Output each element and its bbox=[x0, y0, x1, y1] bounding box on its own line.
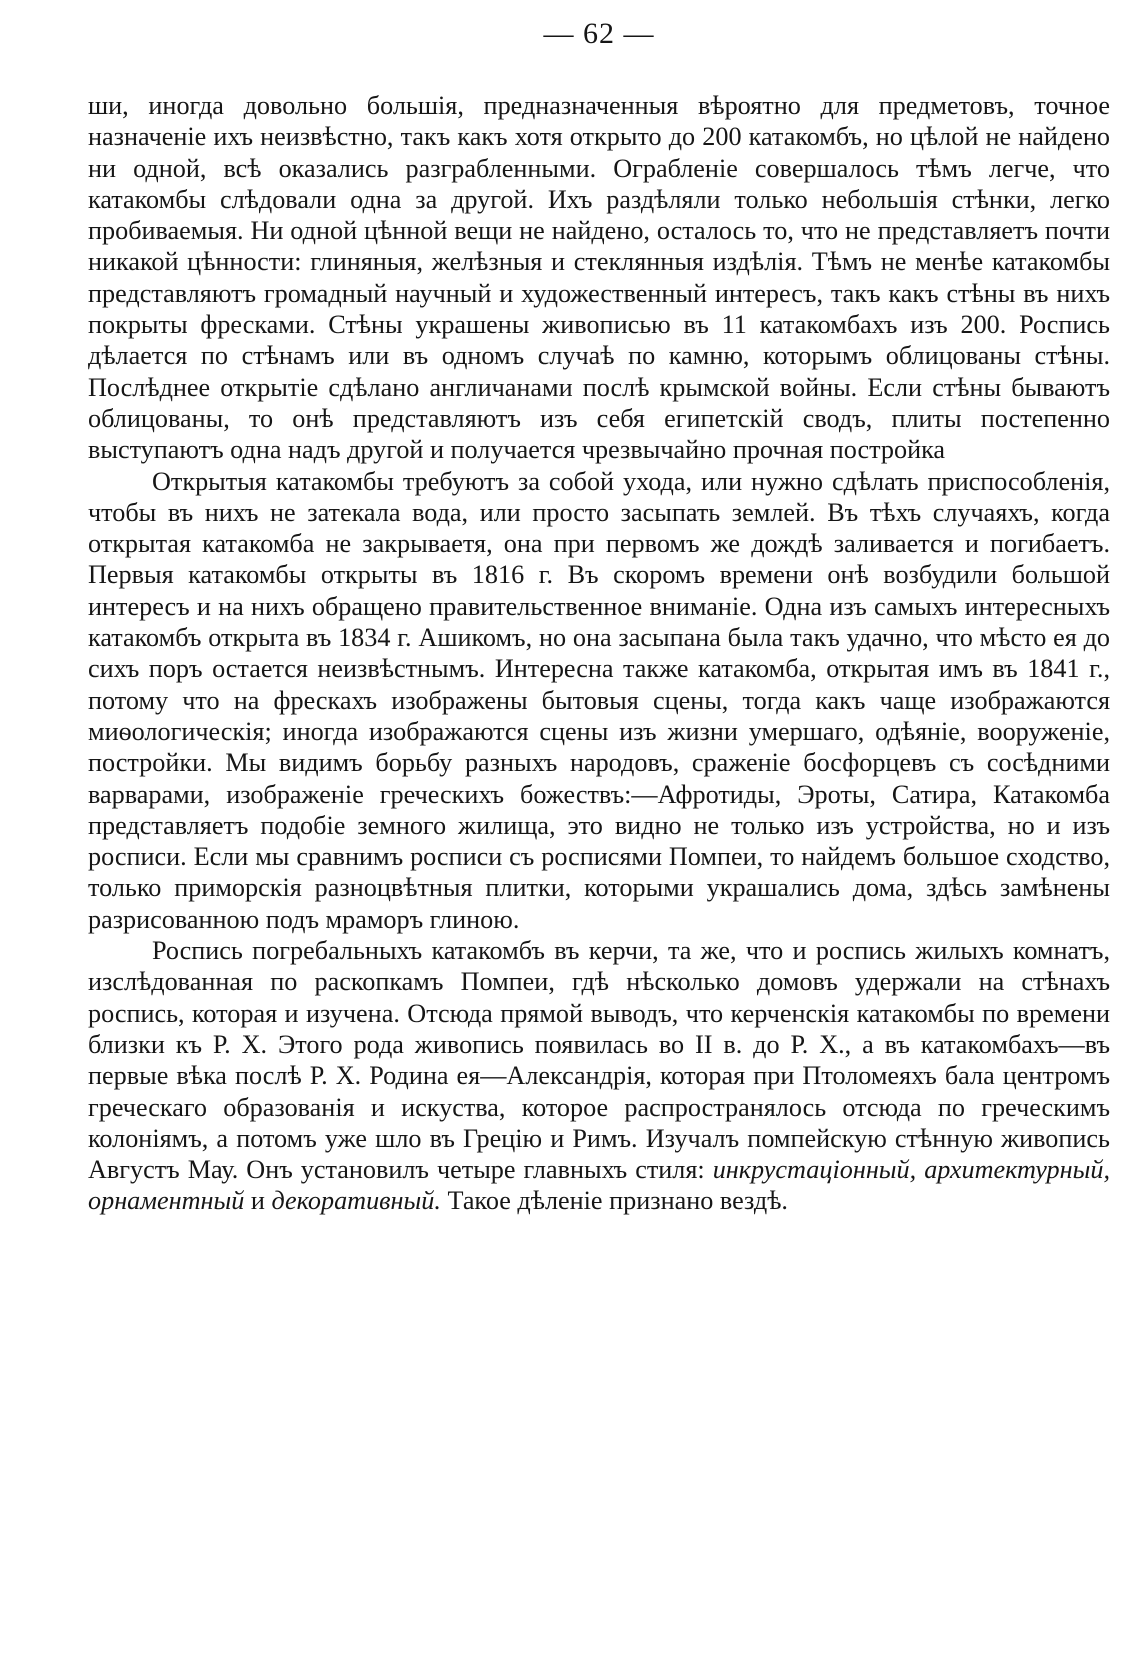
style-ornamental: орнаментный bbox=[88, 1186, 245, 1216]
paragraph-painting-styles bbox=[88, 935, 1110, 1217]
style-architectural: архитектурный, bbox=[924, 1155, 1111, 1185]
paragraph-catacomb-description: ши, иногда довольно большія, предназначенныя вѣроятно для предметовъ, точное назначеніе ихъ неизвѣстно, такъ какъ хотя открыто до 200 катакомбъ, но цѣлой не найдено ни одной, всѣ оказались разграбленными. Ограбленіе совершалось тѣмъ легче, что катакомбы слѣдовали одна за другой. Ихъ раздѣляли только небольшія стѣнки, легко пробиваемыя. Ни одной цѣнной вещи не найдено, осталось то, что не представляетъ почти никакой цѣнности: глиняныя, желѣзныя и стеклянныя издѣлія. Тѣмъ не менѣе катакомбы представляютъ громадный научный и художественный интересъ, такъ какъ стѣны въ нихъ покрыты фресками. Стѣны украшены живописью въ 11 катакомбахъ изъ 200. Роспись дѣлается по стѣнамъ или въ одномъ случаѣ по камню, которымъ облицованы стѣны. Послѣднее открытіе сдѣлано англичанами послѣ крымской войны. Если стѣны бываютъ облицованы, то онѣ представляютъ изъ себя египетскій сводъ, плиты постепенно выступаютъ одна надъ другой и получается чрезвычайно прочная постройка bbox=[88, 91, 1110, 465]
page-number: — 62 — bbox=[543, 17, 655, 50]
styles-conjunction: и bbox=[250, 1186, 265, 1216]
document-page bbox=[88, 14, 1110, 1217]
style-incrustation: инкрустаціонный, bbox=[712, 1155, 917, 1185]
styles-intro-text: Роспись погребальныхъ катакомбъ въ керчи, та же, что и роспись жилыхъ комнатъ, изслѣдованная по раскопкамъ Помпеи, гдѣ нѣсколько домовъ удержали на стѣнахъ роспись, которая и изучена. Отсюда прямой выводъ, что керченскія катакомбы по времени близки къ Р. Х. Этого рода живопись появилась во II в. до Р. Х., а въ катакомбахъ—въ первые вѣка послѣ Р. Х. Родина ея—Александрія, которая при Птоломеяхъ бала центромъ греческаго образованія и искуства, которое распространялось отсюда по греческимъ колоніямъ, а потомъ уже шло въ Грецію и Римъ. Изучалъ помпейскую стѣнную живопись Августъ Мау. Онъ установилъ четыре главныхъ стиля: bbox=[88, 936, 1110, 1185]
style-decorative: декоративный. bbox=[271, 1186, 441, 1216]
styles-closing-text: Такое дѣленіе признано вездѣ. bbox=[447, 1186, 788, 1216]
paragraph-catacomb-discoveries: Открытыя катакомбы требуютъ за собой ухода, или нужно сдѣлать приспособленія, чтобы въ нихъ не затекала вода, или просто засыпать землей. Въ тѣхъ случаяхъ, когда открытая катакомба не закрываетя, она при первомъ же дождѣ заливается и погибаетъ. Первыя катакомбы открыты въ 1816 г. Въ скоромъ времени онѣ возбудили большой интересъ и на нихъ обращено правительственное вниманіе. Одна изъ самыхъ интересныхъ катакомбъ открыта въ 1834 г. Ашикомъ, но она засыпана была такъ удачно, что мѣсто ея до сихъ поръ остается неизвѣстнымъ. Интересна также катакомба, открытая имъ въ 1841 г., потому что на фрескахъ изображены бытовыя сцены, тогда какъ чаще изображаются миѳологическія; иногда изображаются сцены изъ жизни умершаго, одѣяніе, вооруженіе, постройки. Мы видимъ борьбу разныхъ народовъ, сраженіе босфорцевъ съ сосѣдними варварами, изображеніе греческихъ божествъ:—Афротиды, Эроты, Сатира, Катакомба представляетъ подобіе земного жилища, это видно не только изъ устройства, но и изъ росписи. Если мы сравнимъ росписи съ росписями Помпеи, то найдемъ большое сходство, только приморскія разноцвѣтныя плитки, которыми украшались дома, здѣсь замѣнены разрисованною подъ мраморъ глиною. bbox=[88, 466, 1110, 934]
